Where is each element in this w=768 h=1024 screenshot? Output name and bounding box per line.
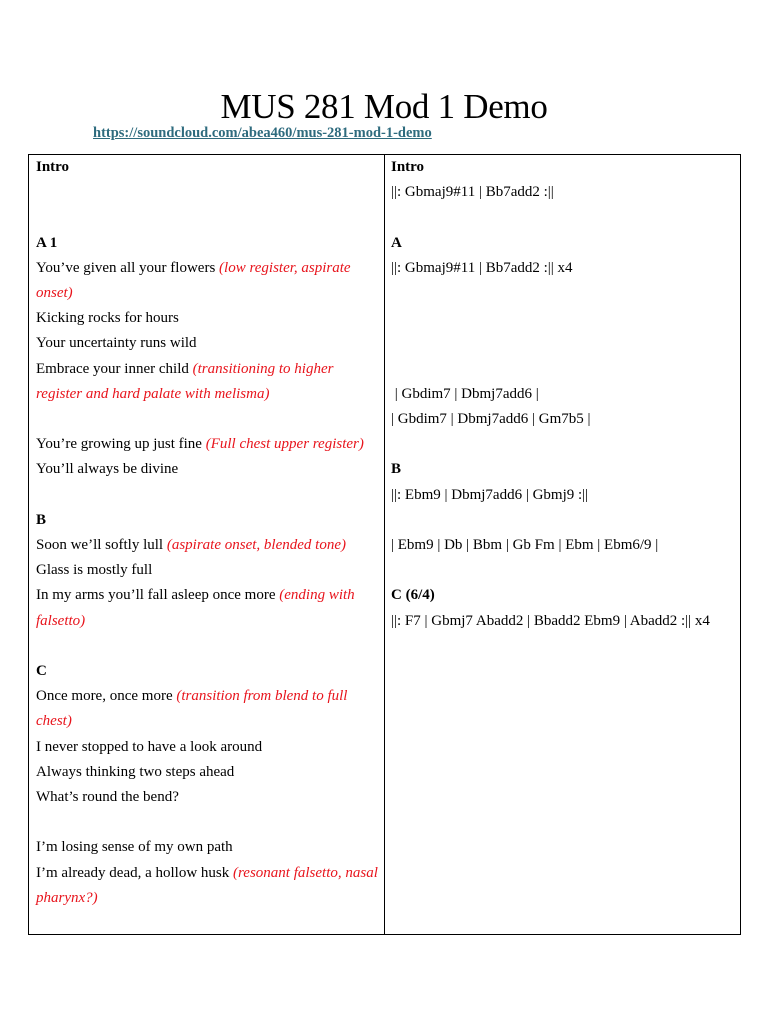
lyric-line: You’ll always be divine bbox=[36, 461, 179, 478]
lyric-line bbox=[36, 357, 380, 407]
page-title: MUS 281 Mod 1 Demo bbox=[220, 87, 548, 126]
chord-line: ||: Gbmaj9#11 | Bb7add2 :|| bbox=[391, 184, 554, 201]
lyrics-column bbox=[29, 155, 385, 934]
lyric-text: Once more, once more bbox=[36, 688, 173, 705]
lyric-text: I’m already dead, a hollow husk bbox=[36, 864, 230, 881]
lyric-line bbox=[36, 583, 380, 633]
lyric-line: Glass is mostly full bbox=[36, 562, 153, 579]
vocal-note: (aspirate onset, blended tone) bbox=[166, 536, 346, 553]
lyric-text: Embrace your inner child bbox=[36, 360, 189, 377]
lyric-text: You’ve given all your flowers bbox=[36, 259, 216, 276]
lyric-line bbox=[36, 861, 380, 911]
chord-line: ||: Gbmaj9#11 | Bb7add2 :|| x4 bbox=[391, 259, 573, 276]
lyric-line: Kicking rocks for hours bbox=[36, 310, 179, 327]
vocal-note: (Full chest upper register) bbox=[205, 436, 364, 453]
chords-intro-heading: Intro bbox=[391, 159, 425, 175]
lyric-line: I never stopped to have a look around bbox=[36, 738, 263, 755]
chord-line: | Ebm9 | Db | Bbm | Gb Fm | Ebm | Ebm6/9 | bbox=[391, 536, 659, 553]
vocal-note: (ending with falsetto) bbox=[36, 587, 355, 629]
lyric-line: What’s round the bend? bbox=[36, 789, 179, 805]
chords-column bbox=[385, 155, 740, 934]
lyric-line bbox=[36, 256, 380, 306]
lyric-text: In my arms you’ll fall asleep once more bbox=[36, 587, 276, 604]
lyric-text: Soon we’ll softly lull bbox=[36, 536, 164, 553]
lyric-line: Always thinking two steps ahead bbox=[36, 763, 235, 780]
lyric-line bbox=[36, 432, 380, 457]
vocal-note: (low register, aspirate onset) bbox=[36, 259, 351, 301]
lyric-text: You’re growing up just fine bbox=[36, 436, 202, 453]
lyrics-c-heading: C bbox=[36, 662, 47, 679]
vocal-note: (transition from blend to full chest) bbox=[36, 688, 348, 730]
lyrics-a1-heading: A 1 bbox=[36, 234, 58, 251]
lyric-line: I’m losing sense of my own path bbox=[36, 839, 233, 856]
lyric-line: Your uncertainty runs wild bbox=[36, 335, 197, 352]
chords-a-heading: A bbox=[391, 234, 402, 251]
chords-b-heading: B bbox=[391, 461, 402, 478]
lyric-line bbox=[36, 684, 380, 734]
chords-c-heading: C (6/4) bbox=[391, 587, 435, 604]
lyric-line bbox=[36, 533, 380, 558]
lyrics-intro-heading: Intro bbox=[36, 159, 70, 175]
chord-line: ||: F7 | Gbmj7 Abadd2 | Bbadd2 Ebm9 | Abadd2 :|| x4 bbox=[391, 612, 710, 629]
soundcloud-link[interactable]: https://soundcloud.com/abea460/mus-281-mod-1-demo bbox=[93, 125, 432, 141]
lyrics-b-heading: B bbox=[36, 511, 47, 528]
vocal-note: (transitioning to higher register and hard palate with melisma) bbox=[36, 360, 334, 402]
song-table bbox=[28, 154, 741, 935]
chord-line: | Gbdim7 | Dbmj7add6 | Gm7b5 | bbox=[391, 410, 591, 427]
chord-line: ||: Ebm9 | Dbmj7add6 | Gbmj9 :|| bbox=[391, 486, 589, 503]
chord-line: | Gbdim7 | Dbmj7add6 | bbox=[391, 385, 539, 402]
vocal-note: (resonant falsetto, nasal pharynx?) bbox=[36, 864, 378, 906]
